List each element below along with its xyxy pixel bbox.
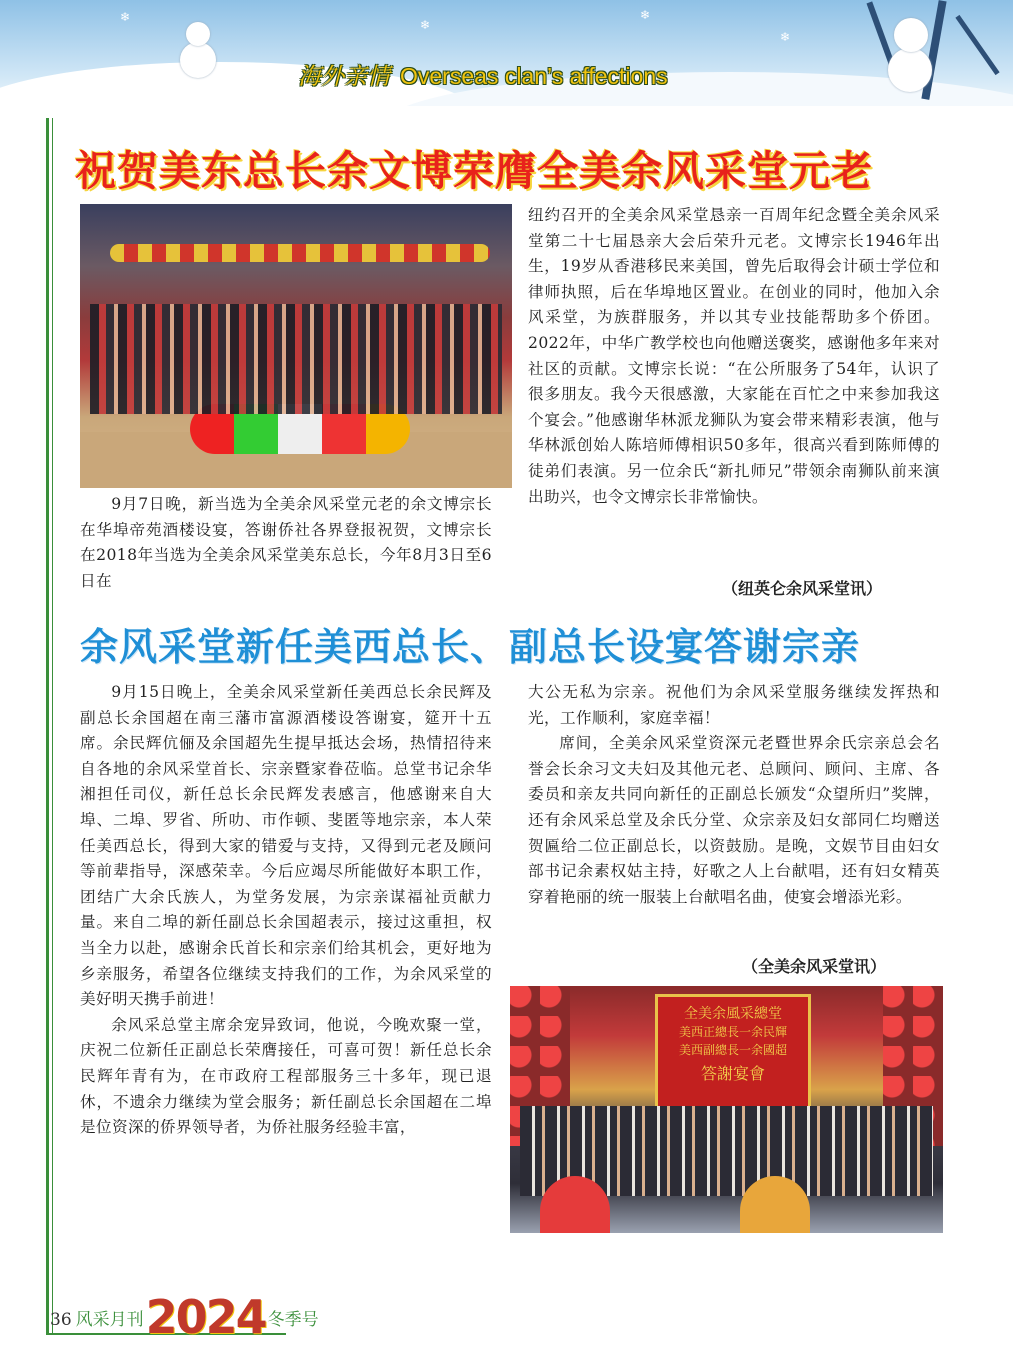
sign-line: 答謝宴會 xyxy=(700,1064,765,1083)
section-label-cn: 海外亲情 xyxy=(298,64,390,90)
article2-photo xyxy=(510,986,943,1233)
snowman-icon xyxy=(180,42,216,78)
issue-year: 2024 xyxy=(145,1290,266,1344)
issue-season: 冬季号 xyxy=(267,1310,319,1330)
sign-line: 全美余風采總堂 xyxy=(684,1006,782,1022)
article2-left-column xyxy=(80,680,492,1141)
banquet-banner-sign xyxy=(655,994,811,1110)
article1-right-column xyxy=(528,203,940,510)
sign-line: 美西副總長一余國超 xyxy=(678,1043,787,1057)
article1-right-text: 纽约召开的全美余风采堂恳亲一百周年纪念暨全美余风采堂第二十七届恳亲大会后荣升元老。文博宗长1946年出生，19岁从香港移民来美国，曾先后取得会计硕士学位和律师执照，后在华埠地区置业。在创业的同时，他加入余风采堂，为族群服务，并以其专业技能帮助多个侨团。2022年，中华广教学校也向他赠送褒奖，感谢他多年来对社区的贡献。文博宗长说：“在公所服务了54年，认识了很多朋友。我今天很感激，大家能在百忙之中来参加我这个宴会。”他感谢华林派龙狮队为宴会带来精彩表演，他与华林派创始人陈培师傅相识50多年，很高兴看到陈师傅的徒弟们表演。另一位余氏“新扎师兄”带领余南狮队前来演出助兴，也令文博宗长非常愉快。 xyxy=(528,206,940,506)
snowflake-icon: ❄ xyxy=(640,8,651,22)
left-accent-line xyxy=(52,118,53,1333)
article1-source: （纽英仑余风采堂讯） xyxy=(722,579,883,598)
article1-photo xyxy=(80,204,512,488)
section-header xyxy=(298,58,668,91)
article1-left-text: 9月7日晚，新当选为全美余风采堂元老的余文博宗长在华埠帝苑酒楼设宴，答谢侨社各界登报祝贺，文博宗长在2018年当选为全美余风采堂美东总长，今年8月3日至6日在 xyxy=(80,495,492,590)
snowflake-icon: ❄ xyxy=(120,10,131,24)
page-number: 36 xyxy=(50,1310,72,1330)
sign-line: 美西正總長一余民輝 xyxy=(678,1025,787,1039)
article2-right-paragraph-2: 席间，全美余风采堂资深元老暨世界余氏宗亲总会名誉会长余习文夫妇及其他元老、总顾问、顾问、主席、各委员和亲友共同向新任的正副总长颁发“众望所归”奖牌，还有余风采总堂及余氏分堂、众宗亲及妇女部同仁均赠送贺匾给二位正副总长，以资鼓励。是晚，文娱节目由妇女部书记余素权姑主持，好歌之人上台献唱，还有妇女精英穿着艳丽的统一服装上台献唱名曲，使宴会增添光彩。 xyxy=(528,734,940,906)
article2-right-paragraph-1: 大公无私为宗亲。祝他们为余风采堂服务继续发挥热和光，工作顺利，家庭幸福！ xyxy=(528,683,940,727)
magazine-name: 风采月刊 xyxy=(75,1310,144,1330)
snowman-icon xyxy=(888,48,932,92)
dragon-decoration xyxy=(110,244,490,262)
snowman-icon xyxy=(186,22,210,46)
article2-right-column xyxy=(528,680,940,910)
snowman-icon xyxy=(894,18,928,52)
tree-branch-decoration xyxy=(955,15,999,75)
article1-title: 祝贺美东总长余文博荣膺全美余风采堂元老 xyxy=(75,147,873,195)
article2-source: （全美余风采堂讯） xyxy=(742,957,887,976)
section-label-en: Overseas clan’s affections xyxy=(400,63,668,89)
article2-title: 余风采堂新任美西总长、副总长设宴答谢宗亲 xyxy=(80,625,861,669)
snowflake-icon: ❄ xyxy=(780,30,791,44)
header-banner xyxy=(0,0,1013,106)
article1-left-column xyxy=(80,492,492,594)
snowflake-icon: ❄ xyxy=(420,18,431,32)
article2-left-paragraph-1: 9月15日晚上，全美余风采堂新任美西总长余民辉及副总长余国超在南三藩市富源酒楼设答谢宴，筵开十五席。余民辉伉俪及余国超先生提早抵达会场，热情招待来自各地的余风采堂首长、宗亲暨家眷莅临。总堂书记余华湘担任司仪，新任总长余民辉发表感言，他感谢来自大埠、二埠、罗省、所叻、市作顿、斐匿等地宗亲，本人荣任美西总长，得到大家的错爱与支持，又得到元老及顾问等前辈指导，深感荣幸。今后应竭尽所能做好本职工作，团结广大余氏族人，为堂务发展，为宗亲谋福祉贡献力量。来自二埠的新任副总长余国超表示，接过这重担，权当全力以赴，感谢余氏首长和宗亲们给其机会，更好地为乡亲服务，希望各位继续支持我们的工作，为余风采堂的美好明天携手前进！ xyxy=(80,683,492,1009)
crowd xyxy=(90,304,502,414)
article2-left-paragraph-2: 余风采总堂主席余宠异致词，他说，今晚欢聚一堂，庆祝二位新任正副总长荣膺接任，可喜可贺！新任总长余民辉年青有为，在市政府工程部服务三十多年，现已退休，不遗余力继续为堂会服务；新任副总长余国超在二埠是位资深的侨界领导者，为侨社服务经验丰富， xyxy=(80,1015,492,1137)
page-footer xyxy=(50,1290,319,1344)
left-accent-line xyxy=(46,118,49,1333)
